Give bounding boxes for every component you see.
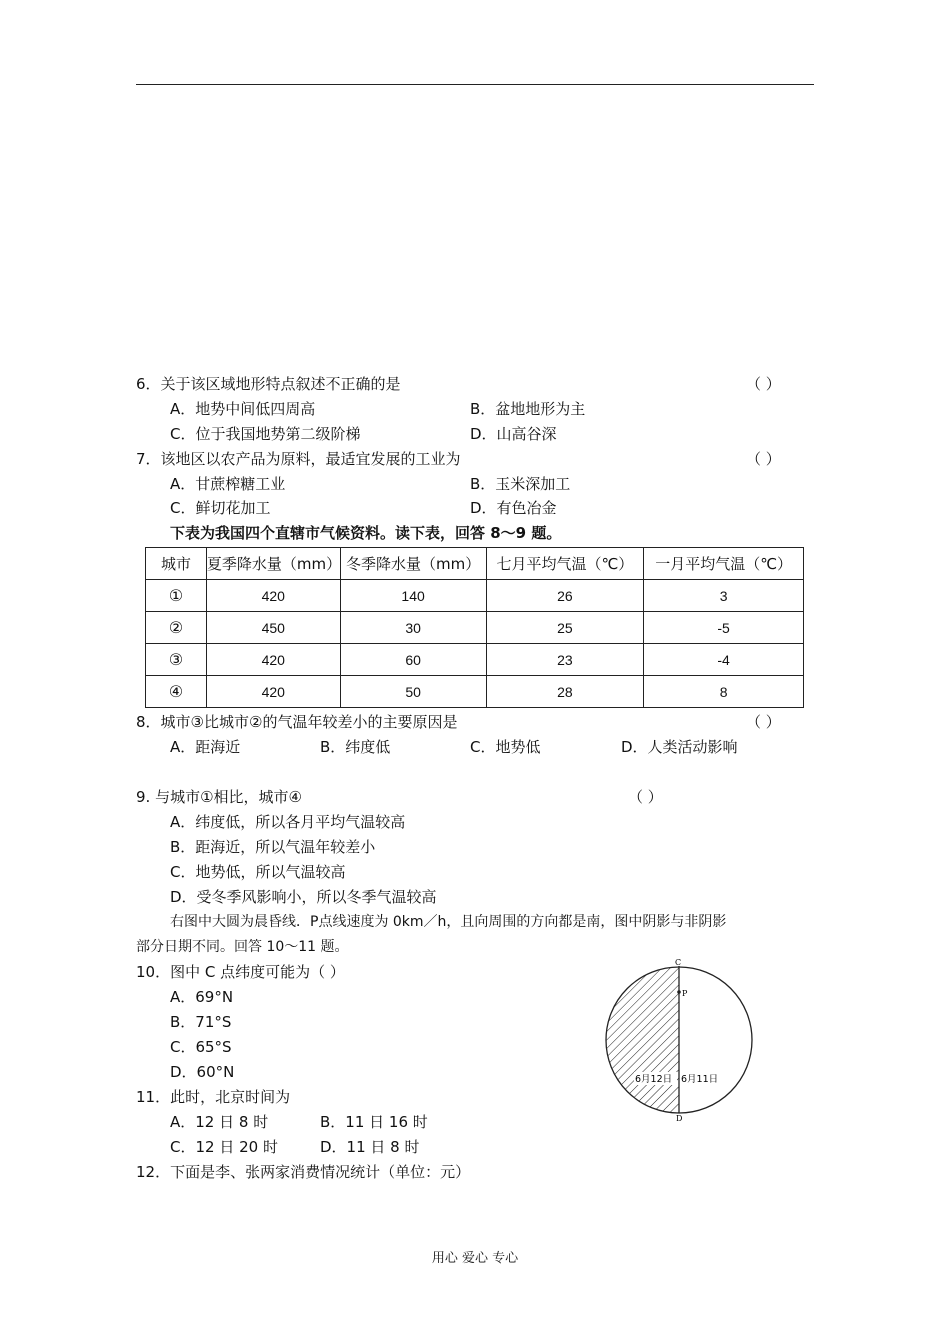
q6-option-c: C．位于我国地势第二级阶梯 xyxy=(170,425,361,443)
q6-option-a: A．地势中间低四周高 xyxy=(170,400,316,418)
q11-option-c: C．12 日 20 时 xyxy=(170,1138,278,1156)
summer-precip-cell: 420 xyxy=(206,676,340,708)
q7-option-a: A．甘蔗榨糖工业 xyxy=(170,475,286,493)
terminator-diagram xyxy=(598,955,758,1130)
q8-option-b: B．纬度低 xyxy=(320,738,391,756)
q9-stem: 9. 与城市①相比，城市④ xyxy=(136,788,302,806)
q9-option-c: C．地势低，所以气温较高 xyxy=(170,863,346,881)
header-winter-precip: 冬季降水量（mm） xyxy=(340,548,486,580)
winter-precip-cell: 140 xyxy=(340,580,486,612)
city-cell: ① xyxy=(146,580,207,612)
summer-precip-cell: 450 xyxy=(206,612,340,644)
q7-stem: 7．该地区以农产品为原料，最适宜发展的工业为 xyxy=(136,450,461,468)
q8-option-a: A．距海近 xyxy=(170,738,241,756)
label-d: D xyxy=(676,1114,683,1123)
q7-answer-paren: （ ） xyxy=(746,450,781,468)
q6-stem: 6．关于该区域地形特点叙述不正确的是 xyxy=(136,375,401,393)
q9-answer-paren: （ ） xyxy=(628,788,663,806)
point-p-marker xyxy=(677,990,681,994)
winter-precip-cell: 50 xyxy=(340,676,486,708)
q6-answer-paren: （ ） xyxy=(746,375,781,393)
summer-precip-cell: 420 xyxy=(206,580,340,612)
q7-option-b: B．玉米深加工 xyxy=(470,475,571,493)
july-temp-cell: 25 xyxy=(486,612,644,644)
winter-precip-cell: 30 xyxy=(340,612,486,644)
q10-stem: 10．图中 C 点纬度可能为（ ） xyxy=(136,963,345,981)
q9-option-a: A．纬度低，所以各月平均气温较高 xyxy=(170,813,406,831)
city-cell: ④ xyxy=(146,676,207,708)
label-c: C xyxy=(675,958,682,967)
january-temp-cell: -4 xyxy=(644,644,804,676)
q12-stem: 12．下面是李、张两家消费情况统计（单位：元） xyxy=(136,1163,471,1181)
header-january-temp: 一月平均气温（℃） xyxy=(644,548,804,580)
q11-stem: 11．此时，北京时间为 xyxy=(136,1088,291,1106)
page-footer: 用心 爱心 专心 xyxy=(431,1251,519,1266)
intro-10-11-line2: 部分日期不同。回答 10～11 题。 xyxy=(136,939,349,955)
city-cell: ③ xyxy=(146,644,207,676)
intro-10-11-line1: 右图中大圆为晨昏线．P点线速度为 0km／h，且向周围的方向都是南，图中阴影与非阴影 xyxy=(170,914,727,930)
q6-option-b: B．盆地地形为主 xyxy=(470,400,586,418)
climate-table xyxy=(145,547,804,708)
table-row xyxy=(146,580,804,612)
header-city: 城市 xyxy=(146,548,207,580)
q11-option-b: B．11 日 16 时 xyxy=(320,1113,428,1131)
label-left-date: 6月12日 xyxy=(635,1074,673,1085)
header-july-temp: 七月平均气温（℃） xyxy=(486,548,644,580)
q8-stem: 8．城市③比城市②的气温年较差小的主要原因是 xyxy=(136,713,458,731)
label-right-date: 6月11日 xyxy=(681,1074,719,1085)
january-temp-cell: -5 xyxy=(644,612,804,644)
q7-option-c: C．鲜切花加工 xyxy=(170,499,271,517)
q8-option-d: D．人类活动影响 xyxy=(621,738,738,756)
july-temp-cell: 26 xyxy=(486,580,644,612)
header-rule xyxy=(136,84,814,85)
q11-option-d: D．11 日 8 时 xyxy=(320,1138,420,1156)
q10-option-c: C．65°S xyxy=(170,1038,232,1056)
header-summer-precip: 夏季降水量（mm） xyxy=(206,548,340,580)
table-header-row xyxy=(146,548,804,580)
q10-option-b: B．71°S xyxy=(170,1013,232,1031)
q10-option-d: D．60°N xyxy=(170,1063,235,1081)
january-temp-cell: 3 xyxy=(644,580,804,612)
table-row xyxy=(146,644,804,676)
q9-option-d: D．受冬季风影响小，所以冬季气温较高 xyxy=(170,888,437,906)
city-cell: ② xyxy=(146,612,207,644)
table-row xyxy=(146,612,804,644)
label-p: P xyxy=(682,989,688,998)
q8-option-c: C．地势低 xyxy=(470,738,541,756)
july-temp-cell: 23 xyxy=(486,644,644,676)
q7-option-d: D．有色冶金 xyxy=(470,499,557,517)
q8-answer-paren: （ ） xyxy=(746,713,781,731)
q11-option-a: A．12 日 8 时 xyxy=(170,1113,269,1131)
summer-precip-cell: 420 xyxy=(206,644,340,676)
q9-option-b: B．距海近，所以气温年较差小 xyxy=(170,838,376,856)
table-intro: 下表为我国四个直辖市气候资料。读下表，回答 8～9 题。 xyxy=(170,524,562,542)
q6-option-d: D．山高谷深 xyxy=(470,425,557,443)
table-row xyxy=(146,676,804,708)
january-temp-cell: 8 xyxy=(644,676,804,708)
q10-option-a: A．69°N xyxy=(170,988,234,1006)
july-temp-cell: 28 xyxy=(486,676,644,708)
winter-precip-cell: 60 xyxy=(340,644,486,676)
